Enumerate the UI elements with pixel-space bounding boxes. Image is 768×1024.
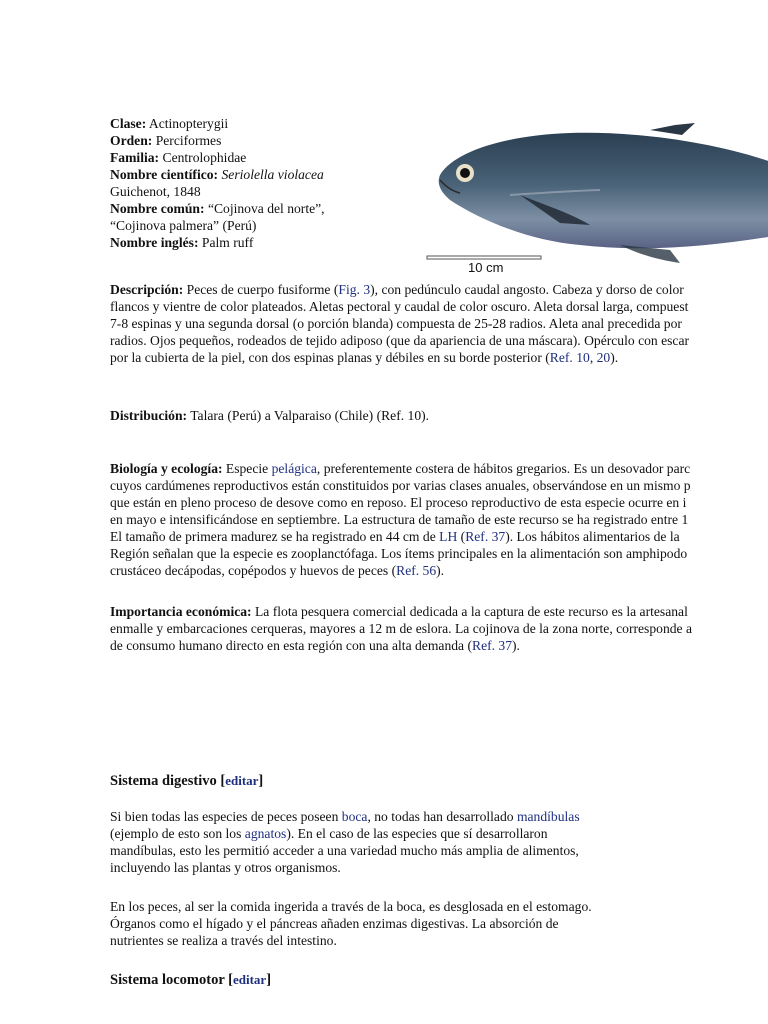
biologia-text: (: [457, 529, 466, 544]
biologia-line: cuyos cardúmenes reproductivos están constituidos por varias clases anuales, observándose en un mismo p: [110, 478, 691, 493]
orden-label: Orden:: [110, 133, 153, 148]
digestivo-line: mandíbulas, esto les permitió acceder a una variedad mucho más amplia de alimentos,: [110, 843, 579, 858]
digestivo-line: Órganos como el hígado y el páncreas añaden enzimas digestivas. La absorción de: [110, 916, 559, 931]
cientifico-label: Nombre científico:: [110, 167, 219, 182]
familia-value: Centrolophidae: [162, 150, 247, 165]
agnatos-link[interactable]: agnatos: [244, 826, 287, 841]
digestivo-line: En los peces, al ser la comida ingerida a través de la boca, es desglosada en el estomago.: [110, 899, 592, 914]
digestivo-paragraph-1: [110, 808, 580, 876]
biologia-text: ).: [436, 563, 445, 578]
descripcion-text: ), con pedúnculo caudal angosto. Cabeza y dorso de color: [370, 282, 684, 297]
bracket: [: [224, 972, 233, 988]
edit-link[interactable]: editar: [232, 972, 267, 987]
descripcion-text: por la cubierta de la piel, con dos espinas planas y débiles en su borde posterior (: [110, 350, 550, 365]
biologia-line: Región señalan que la especie es zooplanctófaga. Los ítems principales en la alimentación son amphipodo: [110, 546, 688, 561]
cientifico-value: Seriolella violacea: [221, 167, 324, 182]
distribucion-paragraph: [110, 407, 429, 424]
descripcion-line: flancos y vientre de color plateados. Aletas pectoral y caudal de color oscuro. Aleta dorsal larga, compuest: [110, 299, 689, 314]
sistema-locomotor-heading: [110, 971, 271, 989]
section-title: Sistema locomotor: [110, 972, 225, 988]
digestivo-line: nutrientes se realiza a través del intestino.: [110, 933, 337, 948]
descripcion-text: ,: [589, 350, 597, 365]
digestivo-line: incluyendo las plantas y otros organismos.: [110, 860, 341, 875]
familia-line: [110, 149, 430, 166]
orden-value: Perciformes: [155, 133, 222, 148]
familia-label: Familia:: [110, 150, 160, 165]
autor-line: Guichenot, 1848: [110, 184, 201, 199]
importancia-paragraph: [110, 603, 692, 654]
digestivo-text: ). En el caso de las especies que sí desarrollaron: [286, 826, 548, 841]
biologia-line: que están en pleno proceso de desove como en reposo. El proceso reproductivo de esta especie ocurre en i: [110, 495, 687, 510]
importancia-text: de consumo humano directo en esta región con una alta demanda (: [110, 638, 472, 653]
lh-link[interactable]: LH: [439, 529, 458, 544]
comun-value-1: “Cojinova del norte”,: [207, 201, 325, 216]
biologia-label: Biología y ecología:: [110, 461, 223, 476]
ref-10-link[interactable]: Ref. 10: [549, 350, 590, 365]
ingles-value: Palm ruff: [201, 235, 254, 250]
pelagica-link[interactable]: pelágica: [271, 461, 317, 476]
distribucion-text: Talara (Perú) a Valparaiso (Chile) (Ref. 10).: [187, 408, 430, 423]
comun-value-2: “Cojinova palmera” (Perú): [110, 218, 257, 233]
importancia-line: enmalle y embarcaciones cerqueras, mayores a 12 m de eslora. La cojinova de la zona norte, corresponde a: [110, 621, 693, 636]
biologia-line: en mayo e intensificándose en septiembre. La estructura de tamaño de este recurso se ha registrado entre 1: [110, 512, 689, 527]
descripcion-text: ).: [610, 350, 619, 365]
fish-photo: [420, 95, 768, 275]
biologia-text: , preferentemente costera de hábitos gregarios. Es un desovador parc: [316, 461, 691, 476]
biologia-text: crustáceo decápodas, copépodos y huevos de peces (: [110, 563, 397, 578]
importancia-label: Importancia económica:: [110, 604, 252, 619]
edit-link[interactable]: editar: [225, 773, 259, 788]
bracket: ]: [266, 972, 272, 988]
importancia-text: La flota pesquera comercial dedicada a la captura de este recurso es la artesanal: [251, 604, 688, 619]
ref-37-link[interactable]: Ref. 37: [472, 638, 513, 653]
cientifico-line: [110, 166, 430, 183]
bracket: [: [216, 773, 226, 789]
section-title: Sistema digestivo: [110, 773, 217, 789]
descripcion-line: 7-8 espinas y una segunda dorsal (o porción blanda) compuesta de 25-28 radios. Aleta anal precedida por: [110, 316, 682, 331]
scale-label: 10 cm: [468, 260, 504, 275]
digestivo-text: (ejemplo de esto son los: [110, 826, 245, 841]
clase-label: Clase:: [110, 116, 147, 131]
sistema-digestivo-heading: [110, 772, 263, 790]
biologia-text: El tamaño de primera madurez se ha registrado en 44 cm de: [110, 529, 440, 544]
digestivo-text: , no todas han desarrollado: [367, 809, 517, 824]
bracket: ]: [258, 773, 264, 789]
orden-line: [110, 132, 430, 149]
comun-label: Nombre común:: [110, 201, 205, 216]
distribucion-label: Distribución:: [110, 408, 188, 423]
boca-link[interactable]: boca: [341, 809, 368, 824]
descripcion-paragraph: [110, 281, 689, 366]
biologia-paragraph: [110, 460, 691, 579]
descripcion-text: Peces de cuerpo fusiforme (: [183, 282, 339, 297]
ref-56-link[interactable]: Ref. 56: [396, 563, 437, 578]
ingles-label: Nombre inglés:: [110, 235, 199, 250]
ingles-line: [110, 234, 430, 251]
biologia-text: ). Los hábitos alimentarios de la: [505, 529, 680, 544]
clase-value: Actinopterygii: [148, 116, 229, 131]
importancia-text: ).: [512, 638, 520, 653]
ref-37-link[interactable]: Ref. 37: [465, 529, 506, 544]
fig-3-link[interactable]: Fig. 3: [338, 282, 371, 297]
comun-line: [110, 200, 430, 217]
ref-20-link[interactable]: 20: [596, 350, 611, 365]
digestivo-text: Si bien todas las especies de peces poseen: [110, 809, 342, 824]
taxonomy-block: [110, 115, 430, 251]
descripcion-label: Descripción:: [110, 282, 184, 297]
clase-line: [110, 115, 430, 132]
descripcion-line: radios. Ojos pequeños, rodeados de tejido adiposo (que da apariencia de una máscara). Opérculo con escar: [110, 333, 690, 348]
mandibulas-link[interactable]: mandíbulas: [516, 809, 580, 824]
biologia-text: Especie: [222, 461, 272, 476]
digestivo-paragraph-2: [110, 898, 592, 949]
